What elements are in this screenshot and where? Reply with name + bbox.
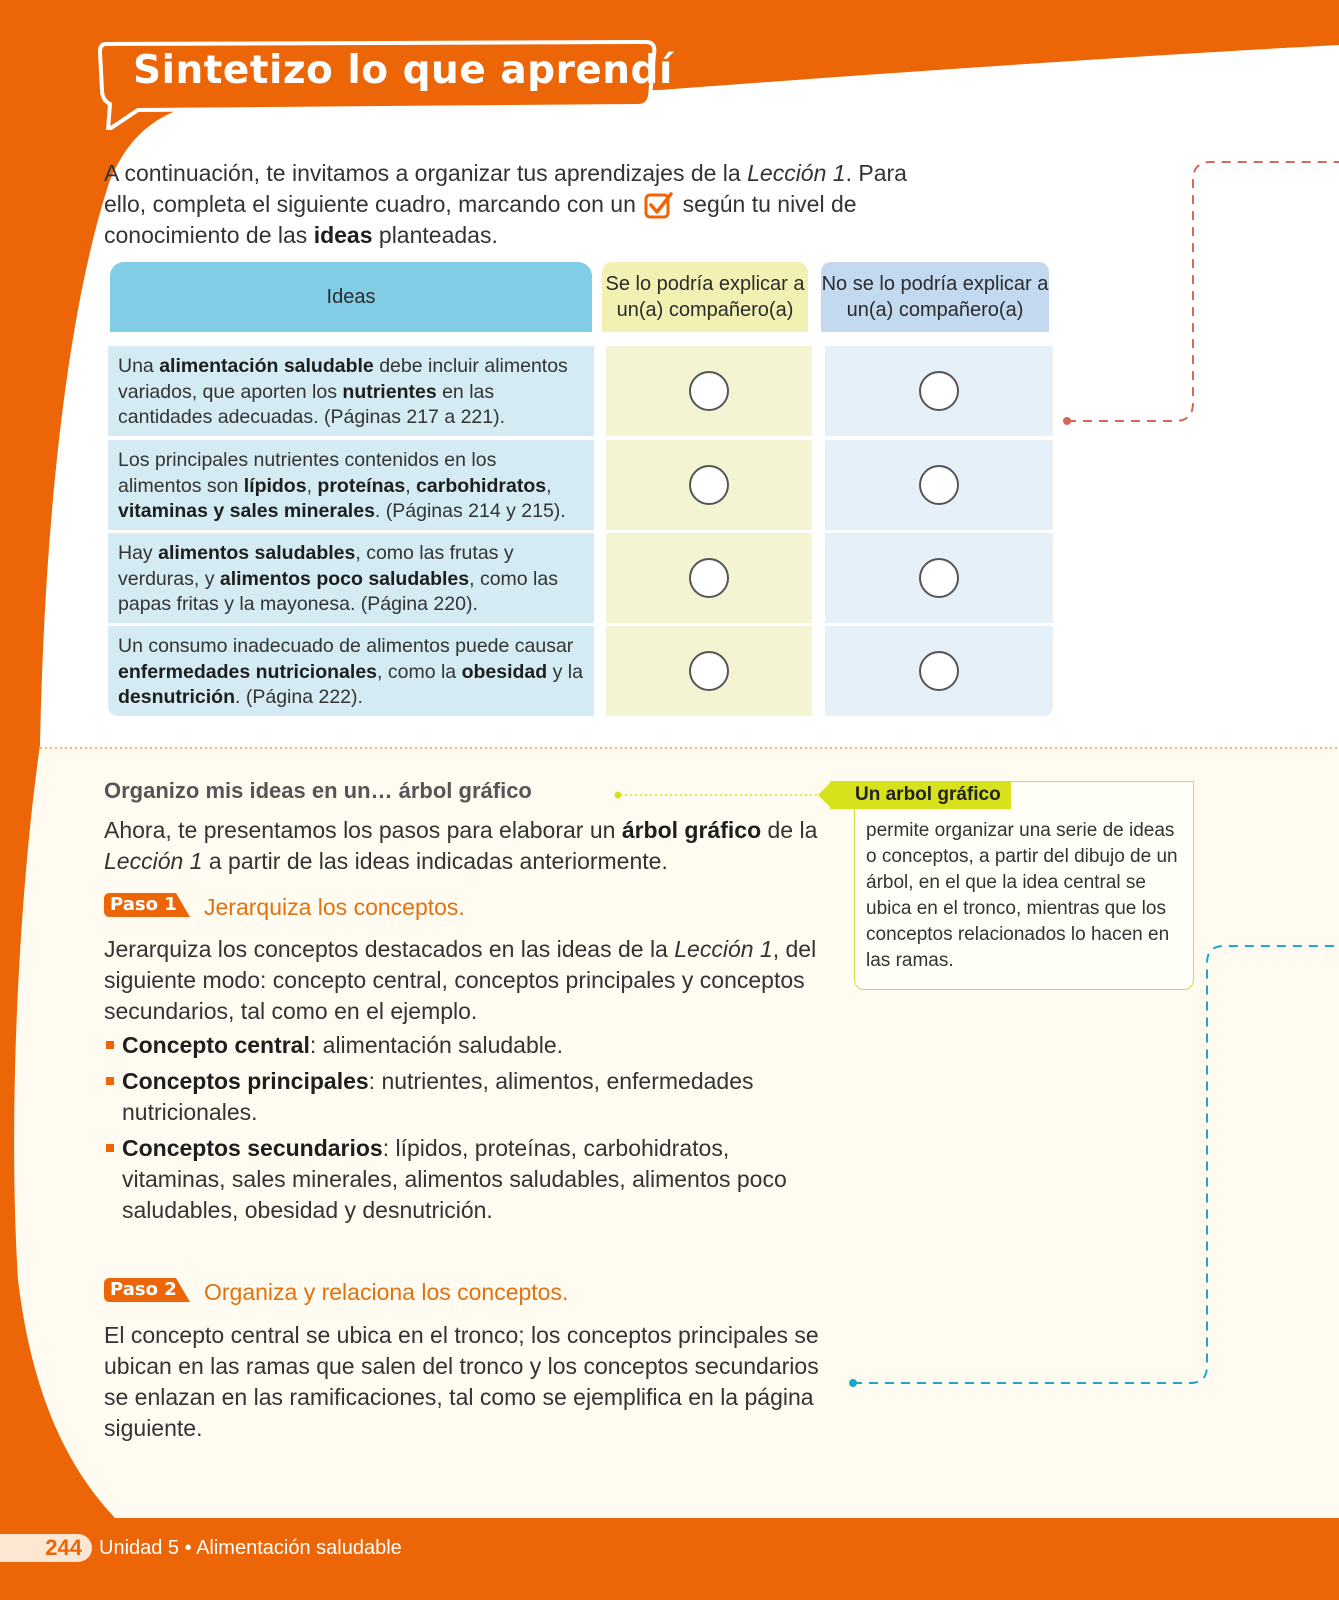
- cell-could-not-explain-row-2: [825, 440, 1053, 530]
- header-could-not-explain: No se lo podría explicar a un(a) compañero(a): [821, 262, 1049, 332]
- cell-could-not-explain-row-1: [825, 346, 1053, 436]
- circle-option-icon[interactable]: [919, 651, 959, 691]
- list-item: Conceptos principales: nutrientes, alimentos, enfermedades nutricionales.: [104, 1066, 824, 1128]
- cell-could-explain-row-2: [606, 440, 812, 530]
- paso-2-title: Organiza y relaciona los conceptos.: [204, 1279, 569, 1305]
- circle-option-icon[interactable]: [919, 558, 959, 598]
- circle-option-icon[interactable]: [689, 558, 729, 598]
- header-ideas: Ideas: [110, 262, 592, 332]
- definition-tag: Un arbol gráfico: [830, 781, 1011, 809]
- concept-list: [104, 1030, 824, 1231]
- cyan-dot: [849, 1379, 857, 1387]
- idea-row-3: Hay alimentos saludables, como las frutas y verduras, y alimentos poco saludables, como las papas fritas y la mayonesa. (Página 220).: [108, 533, 594, 623]
- check-box-icon: [644, 191, 674, 219]
- cell-could-explain-row-3: [606, 533, 812, 623]
- cell-could-not-explain-row-4: [825, 626, 1053, 716]
- paso-1-badge: Paso 1: [110, 894, 177, 915]
- list-item: Concepto central: alimentación saludable.: [104, 1030, 824, 1061]
- intro-paragraph: A continuación, te invitamos a organizar tus aprendizajes de la Lección 1. Para ello, completa el siguiente cuadro, marcando con un según tu nivel de conocimiento de las ideas planteadas.: [104, 160, 907, 248]
- header-could-explain: Se lo podría explicar a un(a) compañero(a): [602, 262, 808, 332]
- circle-option-icon[interactable]: [689, 465, 729, 505]
- circle-option-icon[interactable]: [689, 651, 729, 691]
- definition-text: permite organizar una serie de ideas o conceptos, a partir del dibujo de un árbol, en el que la idea central se ubica en el tronco, mientras que los conceptos relacionados lo hacen en las ramas.: [866, 820, 1178, 971]
- cell-could-explain-row-1: [606, 346, 812, 436]
- organizo-heading: Organizo mis ideas en un… árbol gráfico: [104, 778, 532, 803]
- page-title: Sintetizo lo que aprendí: [133, 48, 673, 93]
- circle-option-icon[interactable]: [919, 371, 959, 411]
- paso-2-paragraph: El concepto central se ubica en el tronco; los conceptos principales se ubican en las ramas que salen del tronco y los conceptos secundarios se enlazan en las ramificaciones, tal como se ejemplifica en la página siguiente.: [104, 1322, 819, 1441]
- cell-could-not-explain-row-3: [825, 533, 1053, 623]
- paso-2-badge: Paso 2: [110, 1279, 177, 1300]
- circle-option-icon[interactable]: [689, 371, 729, 411]
- yellow-dot: [615, 792, 622, 799]
- circle-option-icon[interactable]: [919, 465, 959, 505]
- paso-1-title: Jerarquiza los conceptos.: [204, 894, 465, 920]
- organizo-paragraph: Ahora, te presentamos los pasos para elaborar un árbol gráfico de la Lección 1 a partir de las ideas indicadas anteriormente.: [104, 817, 818, 874]
- page-number: 244: [0, 1534, 92, 1562]
- footer-label: Unidad 5 • Alimentación saludable: [99, 1537, 402, 1559]
- cell-could-explain-row-4: [606, 626, 812, 716]
- list-item: Conceptos secundarios: lípidos, proteínas, carbohidratos, vitaminas, sales minerales, alimentos saludables, alimentos poco saludables, obesidad y desnutrición.: [104, 1133, 824, 1226]
- idea-row-4: Un consumo inadecuado de alimentos puede causar enfermedades nutricionales, como la obesidad y la desnutrición. (Página 222).: [108, 626, 594, 716]
- paso-1-paragraph: Jerarquiza los conceptos destacados en las ideas de la Lección 1, del siguiente modo: concepto central, conceptos principales y conceptos secundarios, tal como en el ejemplo.: [104, 936, 817, 1024]
- red-dot: [1063, 417, 1071, 425]
- idea-row-2: Los principales nutrientes contenidos en los alimentos son lípidos, proteínas, carbohidratos, vitaminas y sales minerales. (Páginas 214 y 215).: [108, 440, 594, 530]
- idea-row-1: Una alimentación saludable debe incluir alimentos variados, que aporten los nutrientes en las cantidades adecuadas. (Páginas 217 a 221).: [108, 346, 594, 436]
